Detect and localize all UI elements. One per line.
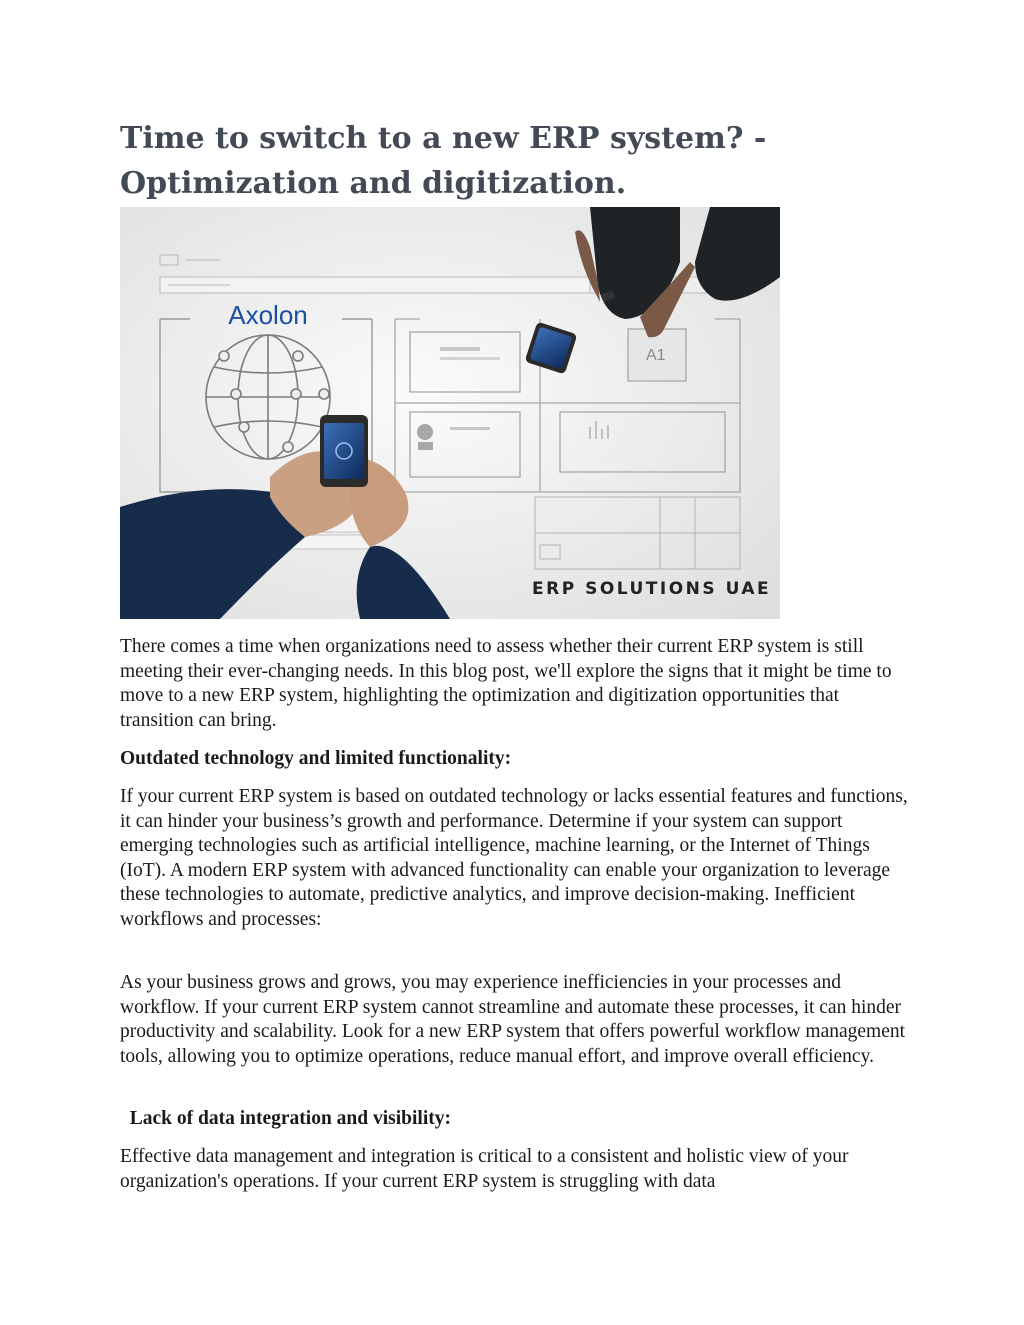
globe-icon [206, 335, 330, 459]
ui-tile-label: A1 [646, 347, 666, 364]
hero-image [120, 207, 780, 619]
section-paragraph-outdated-technology: If your current ERP system is based on outdated technology or lacks essential features and functions, it can hinder your business’s growth and performance. Determine if your system can support emerging technologies such as artificial intelligence, machine learning, or the Internet of Things (IoT). A modern ERP system with advanced functionality can enable your organization to leverage these technologies to automate, predictive analytics, and improve decision-making. Inefficient workflows and processes: [120, 786, 908, 930]
hero-caption: ERP SOLUTIONS UAE [532, 579, 772, 599]
article-title [120, 116, 880, 206]
brand-logo: Axolon [228, 300, 308, 330]
title-line-2: Optimization and digitization. [120, 166, 627, 201]
hero-illustration [120, 207, 780, 619]
intro-paragraph: There comes a time when organizations need to assess whether their current ERP system is still meeting their ever-changing needs. In this blog post, we'll explore the signs that it might be time to move to a new ERP system, highlighting the optimization and digitization opportunities that transition can bring. [120, 636, 892, 731]
title-line-1: Time to switch to a new ERP system? - [120, 121, 767, 156]
section-paragraph-data-integration: Effective data management and integration is critical to a consistent and holistic view of your organization's operations. If your current ERP system is struggling with data [120, 1146, 849, 1192]
section-heading-data-integration: Lack of data integration and visibility: [120, 1108, 451, 1129]
section-heading-outdated-technology: Outdated technology and limited functionality: [120, 748, 512, 769]
section-paragraph-inefficient-workflows: As your business grows and grows, you may experience inefficiencies in your processes and workflow. If your current ERP system cannot streamline and automate these processes, it can hinder productivity and scalability. Look for a new ERP system that offers powerful workflow management tools, allowing you to optimize operations, reduce manual effort, and improve overall efficiency. [120, 972, 906, 1067]
